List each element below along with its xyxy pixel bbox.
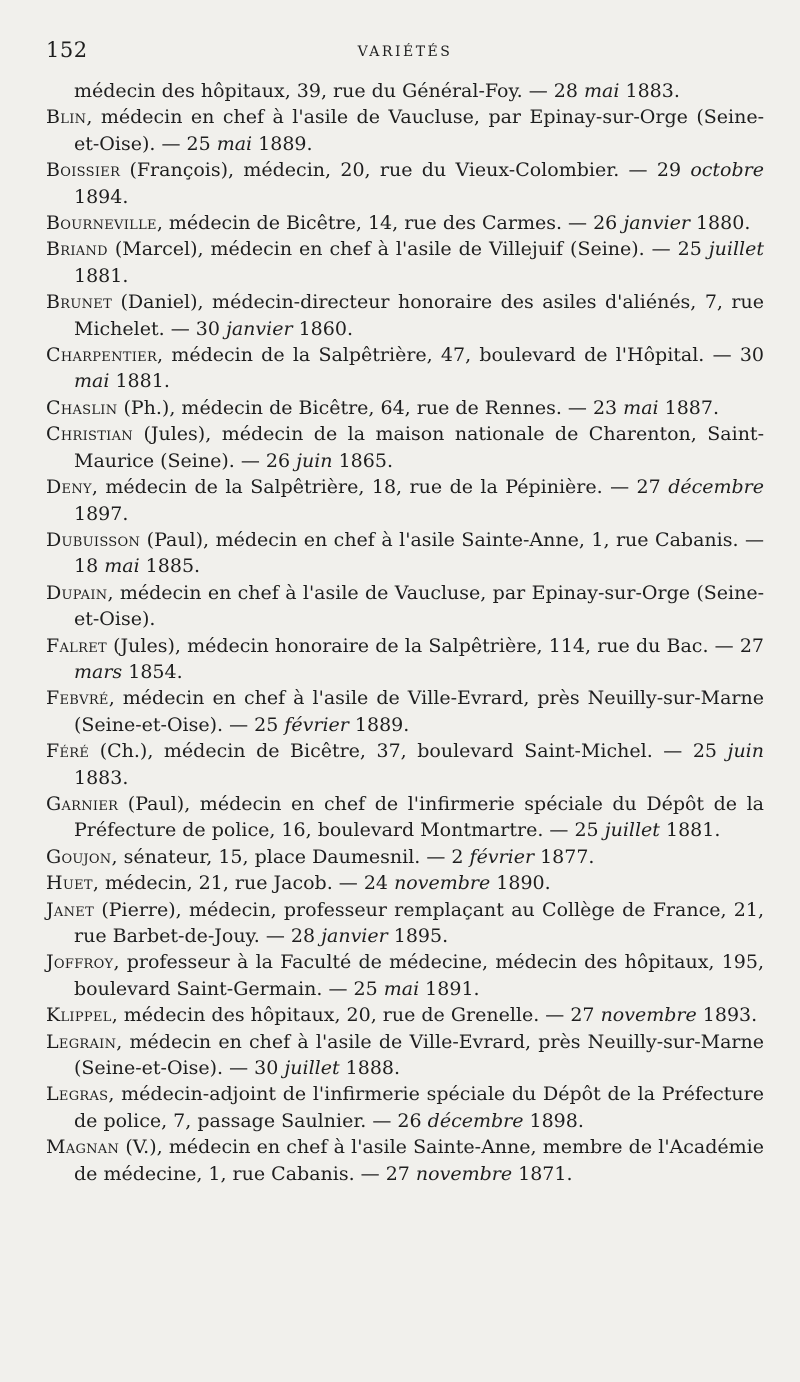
entry-year: 1881. <box>109 370 170 393</box>
entry-month: décembre <box>668 476 764 499</box>
entry-month: juillet <box>604 819 660 842</box>
entry-year: 1860. <box>292 317 353 340</box>
entry-year: 1854. <box>122 660 183 683</box>
member-list <box>46 78 764 1187</box>
entry-text: (Paul), médecin en chef de l'infirmerie spéciale du Dépôt de la Préfecture de police, 16, boulevard Montmartre. — 25 <box>74 792 764 842</box>
entry-text: médecin des hôpitaux, 39, rue du Général-Foy. — 28 <box>74 80 585 102</box>
entry-text: (V.), médecin en chef à l'asile Sainte-Anne, membre de l'Académie de médecine, 1, rue Cabanis. — 27 <box>74 1136 764 1185</box>
entry-name: Féré <box>46 740 90 763</box>
entry-month: décembre <box>427 1109 524 1132</box>
entry-name: Garnier <box>46 792 119 815</box>
entry-text: , médecin de la Salpêtrière, 47, boulevard de l'Hôpital. — 30 <box>157 344 764 367</box>
entry-name: Goujon <box>46 845 112 868</box>
entry-year: 1880. <box>689 212 751 235</box>
entry-year: 1871. <box>512 1162 573 1185</box>
entry-text: , médecin de la Salpêtrière, 18, rue de la Pépinière. — 27 <box>91 476 669 499</box>
entry-year: 1897. <box>74 502 129 525</box>
list-item <box>46 474 764 527</box>
entry-year: 1887. <box>658 396 720 419</box>
entry-year: 1891. <box>419 977 480 1000</box>
list-item <box>46 421 764 474</box>
entry-name: Dupain <box>46 581 108 604</box>
entry-name: Christian <box>46 423 133 446</box>
list-item <box>46 289 764 342</box>
entry-text: , médecin des hôpitaux, 20, rue de Grenelle. — 27 <box>111 1004 601 1027</box>
entry-text: (Pierre), médecin, professeur remplaçant au Collège de France, 21, rue Barbet-de-Jouy. — 28 <box>74 898 764 947</box>
entry-text: (Ch.), médecin de Bicêtre, 37, boulevard Saint-Michel. — 25 <box>89 740 728 763</box>
list-item <box>46 870 764 896</box>
entry-name: Joffroy <box>46 951 114 974</box>
entry-year: 1894. <box>74 185 129 208</box>
entry-text: , médecin de Bicêtre, 14, rue des Carmes. — 26 <box>156 212 624 235</box>
entry-name: Brunet <box>46 291 113 314</box>
entry-month: octobre <box>690 159 764 182</box>
list-item <box>46 897 764 950</box>
entry-year: 1895. <box>387 925 449 947</box>
entry-text: (Jules), médecin de la maison nationale de Charenton, Saint-Maurice (Seine). — 26 <box>74 423 764 472</box>
list-item <box>46 157 764 210</box>
entry-month: juin <box>727 740 764 763</box>
running-head <box>46 38 764 78</box>
list-item <box>46 633 764 686</box>
list-item <box>46 236 764 289</box>
entry-month: mai <box>623 396 659 419</box>
entry-year: 1877. <box>534 845 595 868</box>
list-item <box>46 685 764 738</box>
entry-month: mai <box>104 555 140 578</box>
list-item <box>46 1002 764 1028</box>
list-item <box>46 844 764 870</box>
entry-name: Febvré <box>46 687 109 710</box>
entry-year: 1881. <box>659 819 721 842</box>
entry-month: mars <box>74 660 123 683</box>
entry-text: , médecin-adjoint de l'infirmerie spéciale du Dépôt de la Préfecture de police, 7, passage Saulnier. — 26 <box>74 1083 764 1132</box>
entry-text: (Daniel), médecin-directeur honoraire des asiles d'aliénés, 7, rue Michelet. — 30 <box>74 291 764 340</box>
entry-name: Charpentier <box>46 344 158 367</box>
entry-month: juin <box>296 449 333 472</box>
entry-text: , sénateur, 15, place Daumesnil. — 2 <box>111 845 470 868</box>
entry-name: Huet <box>46 872 93 895</box>
entry-month: janvier <box>623 212 690 235</box>
entry-name: Bourneville <box>46 212 157 235</box>
list-item <box>46 1134 764 1187</box>
entry-month: mai <box>216 132 253 155</box>
entry-month: mai <box>383 977 420 1000</box>
entry-year: 1883. <box>619 80 680 102</box>
entry-text: , professeur à la Faculté de médecine, médecin des hôpitaux, 195, boulevard Saint-Germain. — 25 <box>74 951 764 1000</box>
entry-name: Falret <box>46 634 107 657</box>
entry-text: , médecin en chef à l'asile de Vaucluse, par Epinay-sur-Orge (Seine-et-Oise). — 25 <box>74 106 764 155</box>
list-item <box>46 580 764 633</box>
entry-text: (Marcel), médecin en chef à l'asile de Villejuif (Seine). — 25 <box>107 238 709 261</box>
running-title: VARIÉTÉS <box>357 44 453 60</box>
entry-year: 1890. <box>490 872 551 895</box>
entry-name: Janet <box>46 898 95 921</box>
entry-name: Legras <box>46 1083 109 1106</box>
entry-year: 1883. <box>74 766 129 789</box>
entry-name: Legrain <box>46 1030 117 1053</box>
entry-text: , médecin en chef à l'asile de Ville-Evrard, près Neuilly-sur-Marne (Seine-et-Oise). — 30 <box>74 1030 764 1080</box>
entry-year: 1881. <box>74 264 129 287</box>
list-item <box>46 210 764 236</box>
entry-text: (François), médecin, 20, rue du Vieux-Colombier. — 29 <box>120 159 691 182</box>
entry-year: 1885. <box>139 555 201 578</box>
entry-month: janvier <box>225 317 293 340</box>
page-number: 152 <box>46 38 88 62</box>
list-item <box>46 527 764 580</box>
entry-month: novembre <box>600 1004 697 1027</box>
entry-name: Dubuisson <box>46 528 141 551</box>
entry-text: , médecin en chef à l'asile de Ville-Evrard, près Neuilly-sur-Marne (Seine-et-Oise). — 25 <box>74 687 764 736</box>
entry-year: 1898. <box>523 1109 584 1132</box>
entry-name: Magnan <box>46 1136 120 1159</box>
entry-name: Blin <box>46 106 87 129</box>
list-item <box>46 342 764 395</box>
entry-month: novembre <box>415 1162 513 1185</box>
entry-year: 1893. <box>696 1004 758 1027</box>
entry-month: juillet <box>708 238 764 261</box>
entry-text: (Ph.), médecin de Bicêtre, 64, rue de Rennes. — 23 <box>117 396 624 419</box>
entry-year: 1865. <box>332 449 393 472</box>
entry-name: Chaslin <box>46 396 118 419</box>
entry-month: février <box>469 845 535 868</box>
entry-name: Briand <box>46 238 108 261</box>
entry-month: février <box>284 713 349 736</box>
entry-year: 1889. <box>252 132 313 155</box>
entry-text: (Jules), médecin honoraire de la Salpêtrière, 114, rue du Bac. — 27 <box>106 634 764 657</box>
entry-text: , médecin en chef à l'asile de Vaucluse, par Epinay-sur-Orge (Seine-et-Oise). <box>74 581 764 631</box>
entry-name: Boissier <box>46 159 121 182</box>
list-item <box>46 1029 764 1082</box>
list-item <box>46 791 764 844</box>
entry-name: Deny <box>46 476 92 499</box>
list-item <box>46 395 764 421</box>
list-item <box>46 738 764 791</box>
list-item <box>46 1081 764 1134</box>
entry-month: juillet <box>284 1057 340 1080</box>
list-item <box>46 104 764 157</box>
entry-year: 1888. <box>339 1057 401 1080</box>
entry-month: janvier <box>321 925 388 947</box>
entry-month: mai <box>74 370 110 393</box>
entry-month: mai <box>584 80 620 102</box>
list-item <box>46 78 764 104</box>
entry-year: 1889. <box>348 713 410 736</box>
entry-name: Klippel <box>46 1004 112 1027</box>
list-item <box>46 949 764 1002</box>
entry-text: , médecin, 21, rue Jacob. — 24 <box>92 872 395 895</box>
entry-month: novembre <box>394 872 491 895</box>
entry-text: (Paul), médecin en chef à l'asile Sainte-Anne, 1, rue Cabanis. — 18 <box>74 528 764 578</box>
